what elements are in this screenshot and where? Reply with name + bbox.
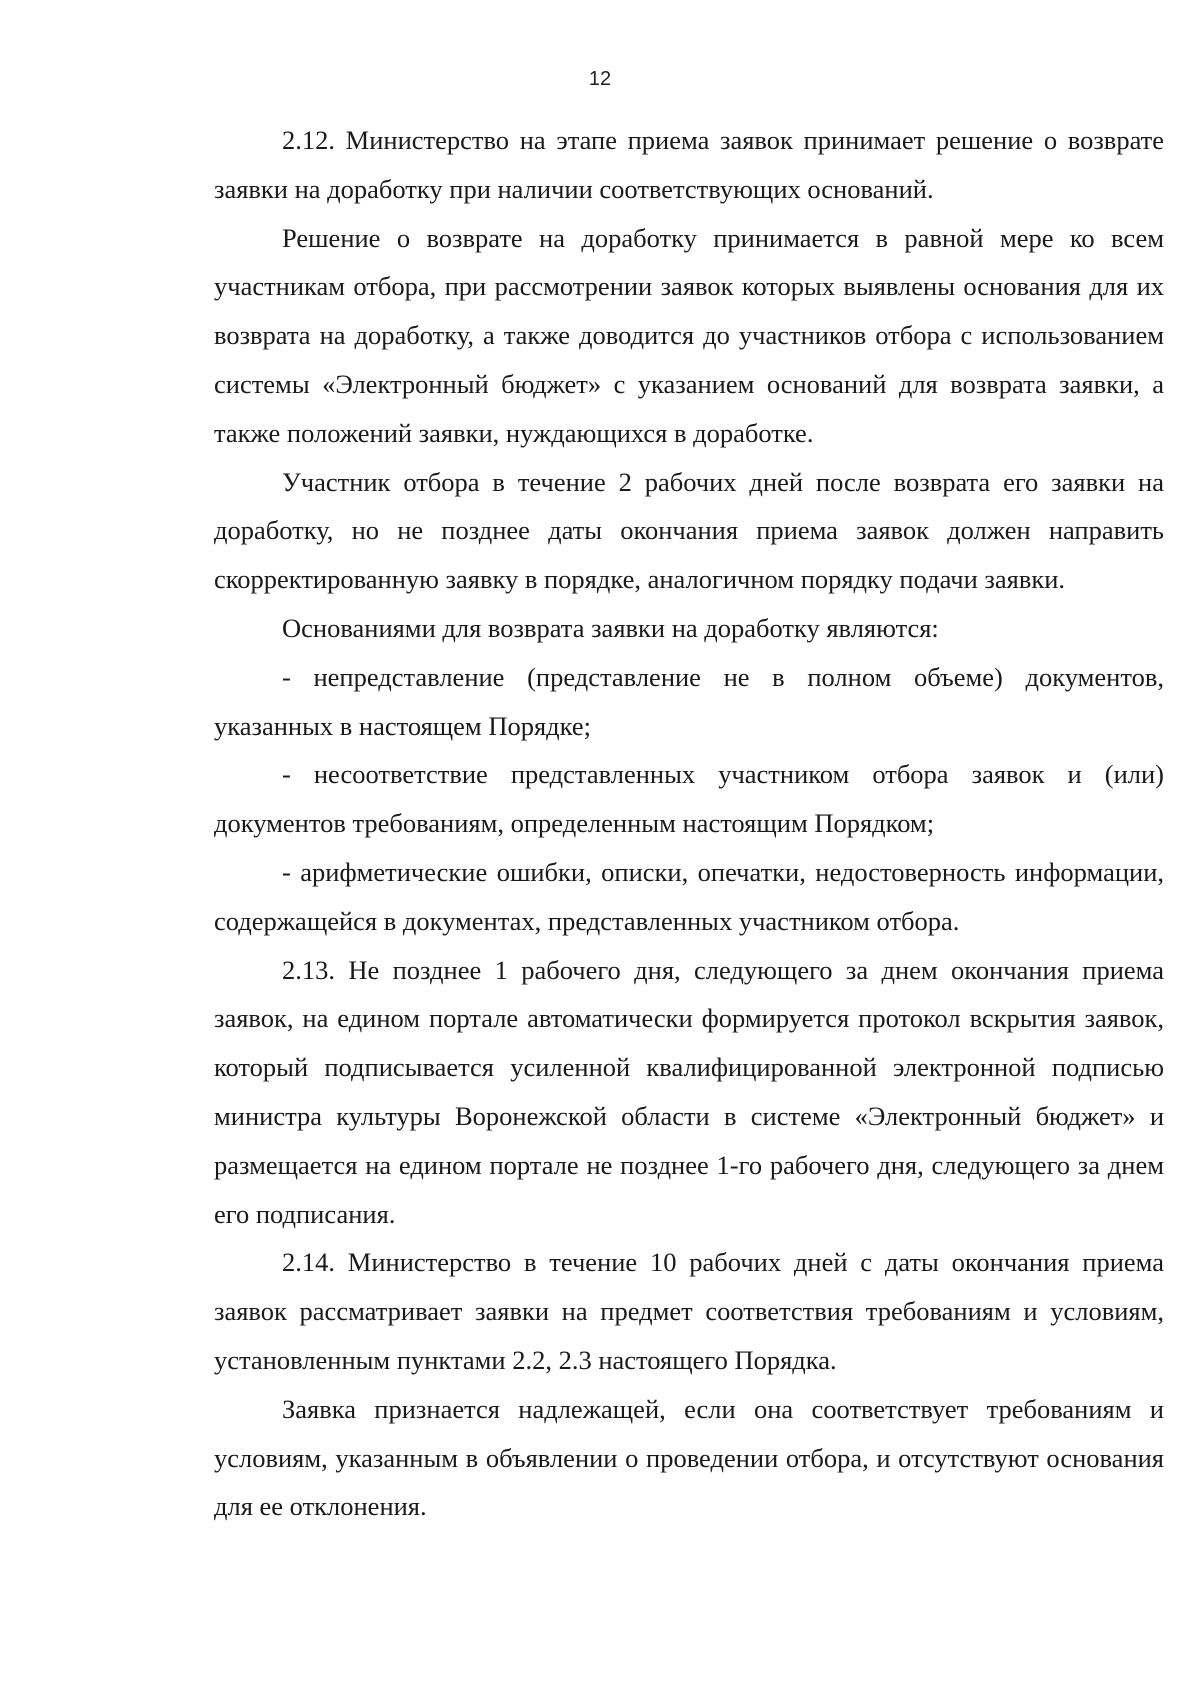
paragraph-2-13: 2.13. Не позднее 1 рабочего дня, следующего за днем окончания приема заявок, на едином портале автоматически формируется протокол вскрытия заявок, который подписывается усиленной квалифицированной электронной подписью министра культуры Воронежской области в системе «Электронный бюджет» и размещается на едином портале не позднее 1-го рабочего дня, следующего за днем его подписания. <box>214 954 1164 1229</box>
paragraph-return-decision: Решение о возврате на доработку принимается в равной мере ко всем участникам отбора, при рассмотрении заявок которых выявлены основания для их возврата на доработку, а также доводится до участников отбора с использованием системы «Электронный бюджет» с указанием оснований для возврата заявки, а также положений заявки, нуждающихся в доработке. <box>214 222 1164 448</box>
list-item-ground-1: - непредставление (представление не в полном объеме) документов, указанных в настоящем Порядке; <box>214 661 1164 741</box>
paragraph-grounds-intro: Основаниями для возврата заявки на доработку являются: <box>282 612 939 643</box>
paragraph-2-12: 2.12. Министерство на этапе приема заявок принимает решение о возврате заявки на доработку при наличии соответствующих оснований. <box>214 125 1164 204</box>
list-item-ground-3: - арифметические ошибки, описки, опечатки, недостоверность информации, содержащейся в документах, представленных участником отбора. <box>214 856 1164 936</box>
paragraph-participant-resubmit: Участник отбора в течение 2 рабочих дней после возврата его заявки на доработку, но не позднее даты окончания приема заявок должен направить скорректированную заявку в порядке, аналогичном порядку подачи заявки. <box>214 466 1164 595</box>
paragraph-application-proper: Заявка признается надлежащей, если она соответствует требованиям и условиям, указанным в объявлении о проведении отбора, и отсутствуют основания для ее отклонения. <box>214 1393 1164 1522</box>
paragraph-2-14: 2.14. Министерство в течение 10 рабочих дней с даты окончания приема заявок рассматривает заявки на предмет соответствия требованиям и условиям, установленным пунктами 2.2, 2.3 настоящего Порядка. <box>214 1247 1164 1375</box>
list-item-ground-2: - несоответствие представленных участником отбора заявок и (или) документов требованиям, определенным настоящим Порядком; <box>214 759 1164 839</box>
page-number: 12 <box>588 68 612 90</box>
document-body <box>214 116 1164 1531</box>
